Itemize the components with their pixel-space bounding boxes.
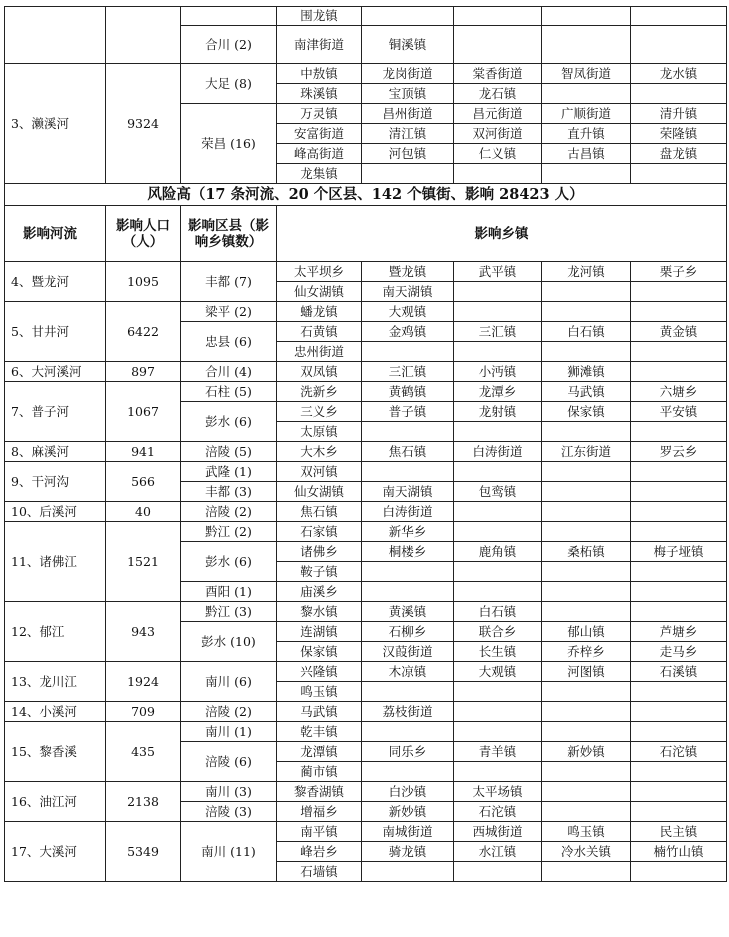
town-cell <box>454 462 542 482</box>
town-cell: 保家镇 <box>277 642 362 662</box>
town-cell: 荣隆镇 <box>631 124 727 144</box>
table-row <box>5 382 727 402</box>
town-cell: 蟠龙镇 <box>277 302 362 322</box>
table-row <box>5 262 727 282</box>
town-cell <box>542 682 631 702</box>
town-cell <box>631 362 727 382</box>
river-name: 3、濑溪河 <box>5 64 106 184</box>
town-cell: 南平镇 <box>277 822 362 842</box>
town-cell <box>542 482 631 502</box>
town-cell <box>454 26 542 64</box>
population-cell: 435 <box>106 722 181 782</box>
town-cell <box>362 722 454 742</box>
town-cell: 白涛街道 <box>362 502 454 522</box>
district-cell: 梁平 (2) <box>181 302 277 322</box>
town-cell <box>631 582 727 602</box>
table-row <box>5 722 727 742</box>
town-cell <box>631 84 727 104</box>
town-cell <box>542 762 631 782</box>
town-cell <box>542 302 631 322</box>
town-cell <box>631 522 727 542</box>
river-name: 11、诸佛江 <box>5 522 106 602</box>
district-cell: 涪陵 (5) <box>181 442 277 462</box>
river-name: 9、干河沟 <box>5 462 106 502</box>
river-name: 8、麻溪河 <box>5 442 106 462</box>
town-cell: 宝顶镇 <box>362 84 454 104</box>
town-cell: 昌元街道 <box>454 104 542 124</box>
town-cell: 荔枝街道 <box>362 702 454 722</box>
district-cell: 南川 (11) <box>181 822 277 882</box>
town-cell <box>542 7 631 26</box>
town-cell: 龙集镇 <box>277 164 362 184</box>
town-cell: 江东街道 <box>542 442 631 462</box>
river-name: 13、龙川江 <box>5 662 106 702</box>
town-cell <box>454 702 542 722</box>
district-cell: 石柱 (5) <box>181 382 277 402</box>
town-cell: 新妙镇 <box>542 742 631 762</box>
town-cell: 栗子乡 <box>631 262 727 282</box>
town-cell <box>631 762 727 782</box>
town-cell: 芦塘乡 <box>631 622 727 642</box>
town-cell: 马武镇 <box>277 702 362 722</box>
town-cell: 安富街道 <box>277 124 362 144</box>
district-cell: 合川 (4) <box>181 362 277 382</box>
population-cell <box>106 7 181 64</box>
town-cell <box>362 562 454 582</box>
town-cell <box>631 482 727 502</box>
table-row <box>5 782 727 802</box>
town-cell: 石溪镇 <box>631 662 727 682</box>
town-cell: 罗云乡 <box>631 442 727 462</box>
town-cell <box>631 862 727 882</box>
town-cell: 乔梓乡 <box>542 642 631 662</box>
town-cell: 中敖镇 <box>277 64 362 84</box>
town-cell <box>542 282 631 302</box>
river-name <box>5 7 106 64</box>
town-cell: 洗新乡 <box>277 382 362 402</box>
town-cell <box>542 562 631 582</box>
town-cell: 太平坝乡 <box>277 262 362 282</box>
risk-table <box>4 6 727 882</box>
town-cell <box>631 342 727 362</box>
town-cell: 龙河镇 <box>542 262 631 282</box>
town-cell <box>454 282 542 302</box>
table-row <box>5 184 727 206</box>
town-cell: 平安镇 <box>631 402 727 422</box>
town-cell <box>454 422 542 442</box>
town-cell <box>454 762 542 782</box>
district-cell: 丰都 (7) <box>181 262 277 302</box>
town-cell: 南津街道 <box>277 26 362 64</box>
town-cell <box>631 164 727 184</box>
town-cell: 三汇镇 <box>454 322 542 342</box>
town-cell: 石沱镇 <box>631 742 727 762</box>
town-cell: 西城街道 <box>454 822 542 842</box>
town-cell: 棠香街道 <box>454 64 542 84</box>
town-cell <box>542 84 631 104</box>
district-cell: 丰都 (3) <box>181 482 277 502</box>
town-cell <box>454 342 542 362</box>
town-cell <box>362 342 454 362</box>
table-row <box>5 302 727 322</box>
town-cell: 新妙镇 <box>362 802 454 822</box>
town-cell: 仁义镇 <box>454 144 542 164</box>
town-cell: 石黄镇 <box>277 322 362 342</box>
town-cell <box>542 782 631 802</box>
table-row <box>5 64 727 84</box>
table-row <box>5 662 727 682</box>
district-cell: 彭水 (10) <box>181 622 277 662</box>
river-name: 16、油江河 <box>5 782 106 822</box>
river-name: 5、甘井河 <box>5 302 106 362</box>
town-cell: 联合乡 <box>454 622 542 642</box>
town-cell <box>631 502 727 522</box>
table-row <box>5 702 727 722</box>
town-cell <box>542 722 631 742</box>
district-cell: 南川 (3) <box>181 782 277 802</box>
town-cell: 梅子垭镇 <box>631 542 727 562</box>
town-cell: 木凉镇 <box>362 662 454 682</box>
population-cell: 941 <box>106 442 181 462</box>
population-cell: 40 <box>106 502 181 522</box>
town-cell: 鸣玉镇 <box>542 822 631 842</box>
table-row <box>5 462 727 482</box>
town-cell: 焦石镇 <box>277 502 362 522</box>
town-cell: 黄金镇 <box>631 322 727 342</box>
town-cell: 双凤镇 <box>277 362 362 382</box>
town-cell <box>454 582 542 602</box>
district-cell: 黔江 (2) <box>181 522 277 542</box>
town-cell <box>542 342 631 362</box>
town-cell <box>542 602 631 622</box>
town-cell: 太平场镇 <box>454 782 542 802</box>
town-cell: 太原镇 <box>277 422 362 442</box>
town-cell: 保家镇 <box>542 402 631 422</box>
town-cell: 龙石镇 <box>454 84 542 104</box>
district-cell: 彭水 (6) <box>181 402 277 442</box>
town-cell <box>454 562 542 582</box>
town-cell: 鞍子镇 <box>277 562 362 582</box>
town-cell <box>454 302 542 322</box>
town-cell: 双河街道 <box>454 124 542 144</box>
town-cell: 普子镇 <box>362 402 454 422</box>
header-river: 影响河流 <box>5 206 106 262</box>
town-cell: 龙潭镇 <box>277 742 362 762</box>
town-cell <box>542 802 631 822</box>
town-cell: 乾丰镇 <box>277 722 362 742</box>
district-cell: 大足 (8) <box>181 64 277 104</box>
town-cell <box>542 422 631 442</box>
town-cell: 郁山镇 <box>542 622 631 642</box>
river-name: 15、黎香溪 <box>5 722 106 782</box>
town-cell: 汉葭街道 <box>362 642 454 662</box>
town-cell: 武平镇 <box>454 262 542 282</box>
district-cell: 黔江 (3) <box>181 602 277 622</box>
town-cell: 河包镇 <box>362 144 454 164</box>
town-cell <box>454 164 542 184</box>
town-cell: 仙女湖镇 <box>277 482 362 502</box>
town-cell <box>454 682 542 702</box>
population-cell: 943 <box>106 602 181 662</box>
population-cell: 709 <box>106 702 181 722</box>
river-name: 6、大河溪河 <box>5 362 106 382</box>
town-cell: 铜溪镇 <box>362 26 454 64</box>
district-cell: 南川 (6) <box>181 662 277 702</box>
table-row <box>5 502 727 522</box>
population-cell: 566 <box>106 462 181 502</box>
town-cell: 大观镇 <box>362 302 454 322</box>
town-cell: 小沔镇 <box>454 362 542 382</box>
town-cell: 新华乡 <box>362 522 454 542</box>
river-name: 12、郁江 <box>5 602 106 662</box>
town-cell <box>454 7 542 26</box>
town-cell: 蔺市镇 <box>277 762 362 782</box>
town-cell <box>631 682 727 702</box>
table-row <box>5 362 727 382</box>
town-cell: 仙女湖镇 <box>277 282 362 302</box>
table-row <box>5 602 727 622</box>
river-name: 17、大溪河 <box>5 822 106 882</box>
header-district: 影响区县（影响乡镇数） <box>181 206 277 262</box>
town-cell: 鸣玉镇 <box>277 682 362 702</box>
town-cell: 南天湖镇 <box>362 282 454 302</box>
town-cell <box>631 722 727 742</box>
town-cell <box>362 462 454 482</box>
town-cell <box>631 562 727 582</box>
town-cell: 黎水镇 <box>277 602 362 622</box>
town-cell <box>631 602 727 622</box>
section-title: 风险高（17 条河流、20 个区县、142 个镇街、影响 28423 人） <box>5 184 727 206</box>
population-cell: 1067 <box>106 382 181 442</box>
town-cell <box>631 282 727 302</box>
town-cell <box>542 26 631 64</box>
population-cell: 1095 <box>106 262 181 302</box>
town-cell: 龙岗街道 <box>362 64 454 84</box>
town-cell: 万灵镇 <box>277 104 362 124</box>
population-cell: 6422 <box>106 302 181 362</box>
town-cell <box>542 502 631 522</box>
population-cell: 9324 <box>106 64 181 184</box>
town-cell <box>454 522 542 542</box>
town-cell <box>631 7 727 26</box>
town-cell: 白石镇 <box>542 322 631 342</box>
town-cell <box>454 862 542 882</box>
header-population: 影响人口（人） <box>106 206 181 262</box>
table-row <box>5 206 727 262</box>
town-cell: 焦石镇 <box>362 442 454 462</box>
town-cell: 骑龙镇 <box>362 842 454 862</box>
town-cell <box>362 862 454 882</box>
town-cell: 石家镇 <box>277 522 362 542</box>
town-cell <box>542 164 631 184</box>
river-name: 7、普子河 <box>5 382 106 442</box>
table-row <box>5 7 727 26</box>
town-cell: 马武镇 <box>542 382 631 402</box>
town-cell <box>542 862 631 882</box>
town-cell: 楠竹山镇 <box>631 842 727 862</box>
town-cell: 南天湖镇 <box>362 482 454 502</box>
district-cell: 忠县 (6) <box>181 322 277 362</box>
town-cell: 冷水关镇 <box>542 842 631 862</box>
town-cell: 白石镇 <box>454 602 542 622</box>
population-cell: 2138 <box>106 782 181 822</box>
town-cell: 三义乡 <box>277 402 362 422</box>
town-cell <box>631 802 727 822</box>
town-cell: 黄鹤镇 <box>362 382 454 402</box>
town-cell: 三汇镇 <box>362 362 454 382</box>
town-cell: 智凤街道 <box>542 64 631 84</box>
population-cell: 1924 <box>106 662 181 702</box>
town-cell: 庙溪乡 <box>277 582 362 602</box>
town-cell <box>362 582 454 602</box>
town-cell <box>631 422 727 442</box>
population-cell: 1521 <box>106 522 181 602</box>
town-cell: 大木乡 <box>277 442 362 462</box>
town-cell: 南城街道 <box>362 822 454 842</box>
district-cell: 合川 (2) <box>181 26 277 64</box>
town-cell: 龙水镇 <box>631 64 727 84</box>
town-cell: 清江镇 <box>362 124 454 144</box>
town-cell: 清升镇 <box>631 104 727 124</box>
town-cell: 直升镇 <box>542 124 631 144</box>
town-cell: 峰岩乡 <box>277 842 362 862</box>
table-row <box>5 442 727 462</box>
header-towns: 影响乡镇 <box>277 206 727 262</box>
district-cell: 酉阳 (1) <box>181 582 277 602</box>
town-cell: 河图镇 <box>542 662 631 682</box>
town-cell: 水江镇 <box>454 842 542 862</box>
town-cell: 民主镇 <box>631 822 727 842</box>
town-cell: 白沙镇 <box>362 782 454 802</box>
town-cell: 龙射镇 <box>454 402 542 422</box>
town-cell: 同乐乡 <box>362 742 454 762</box>
town-cell <box>362 164 454 184</box>
town-cell: 桐楼乡 <box>362 542 454 562</box>
town-cell: 长生镇 <box>454 642 542 662</box>
town-cell: 昌州街道 <box>362 104 454 124</box>
town-cell: 围龙镇 <box>277 7 362 26</box>
town-cell <box>631 302 727 322</box>
town-cell <box>631 782 727 802</box>
town-cell <box>631 702 727 722</box>
town-cell <box>362 762 454 782</box>
town-cell: 大观镇 <box>454 662 542 682</box>
town-cell: 双河镇 <box>277 462 362 482</box>
town-cell: 六塘乡 <box>631 382 727 402</box>
town-cell <box>631 462 727 482</box>
river-name: 14、小溪河 <box>5 702 106 722</box>
town-cell: 石柳乡 <box>362 622 454 642</box>
town-cell: 峰高街道 <box>277 144 362 164</box>
town-cell: 石墙镇 <box>277 862 362 882</box>
town-cell: 广顺街道 <box>542 104 631 124</box>
town-cell <box>631 26 727 64</box>
town-cell <box>362 422 454 442</box>
town-cell: 盘龙镇 <box>631 144 727 164</box>
town-cell <box>454 502 542 522</box>
town-cell: 包鸾镇 <box>454 482 542 502</box>
district-cell: 南川 (1) <box>181 722 277 742</box>
town-cell: 走马乡 <box>631 642 727 662</box>
town-cell: 忠州街道 <box>277 342 362 362</box>
town-cell: 诸佛乡 <box>277 542 362 562</box>
town-cell: 兴隆镇 <box>277 662 362 682</box>
town-cell: 鹿角镇 <box>454 542 542 562</box>
town-cell <box>362 682 454 702</box>
town-cell <box>454 722 542 742</box>
town-cell <box>542 522 631 542</box>
district-cell <box>181 7 277 26</box>
town-cell: 白涛街道 <box>454 442 542 462</box>
river-name: 4、暨龙河 <box>5 262 106 302</box>
town-cell <box>542 582 631 602</box>
district-cell: 彭水 (6) <box>181 542 277 582</box>
town-cell: 桑柘镇 <box>542 542 631 562</box>
district-cell: 涪陵 (2) <box>181 502 277 522</box>
town-cell: 龙潭乡 <box>454 382 542 402</box>
town-cell: 暨龙镇 <box>362 262 454 282</box>
district-cell: 荣昌 (16) <box>181 104 277 184</box>
district-cell: 涪陵 (2) <box>181 702 277 722</box>
population-cell: 897 <box>106 362 181 382</box>
town-cell: 狮滩镇 <box>542 362 631 382</box>
table-row <box>5 822 727 842</box>
district-cell: 武隆 (1) <box>181 462 277 482</box>
town-cell: 金鸡镇 <box>362 322 454 342</box>
town-cell: 古昌镇 <box>542 144 631 164</box>
district-cell: 涪陵 (6) <box>181 742 277 782</box>
town-cell <box>542 702 631 722</box>
town-cell: 连湖镇 <box>277 622 362 642</box>
town-cell: 黄溪镇 <box>362 602 454 622</box>
town-cell: 石沱镇 <box>454 802 542 822</box>
town-cell: 珠溪镇 <box>277 84 362 104</box>
town-cell: 青羊镇 <box>454 742 542 762</box>
river-name: 10、后溪河 <box>5 502 106 522</box>
table-row <box>5 522 727 542</box>
town-cell <box>542 462 631 482</box>
town-cell <box>362 7 454 26</box>
population-cell: 5349 <box>106 822 181 882</box>
town-cell: 黎香湖镇 <box>277 782 362 802</box>
town-cell: 增福乡 <box>277 802 362 822</box>
district-cell: 涪陵 (3) <box>181 802 277 822</box>
